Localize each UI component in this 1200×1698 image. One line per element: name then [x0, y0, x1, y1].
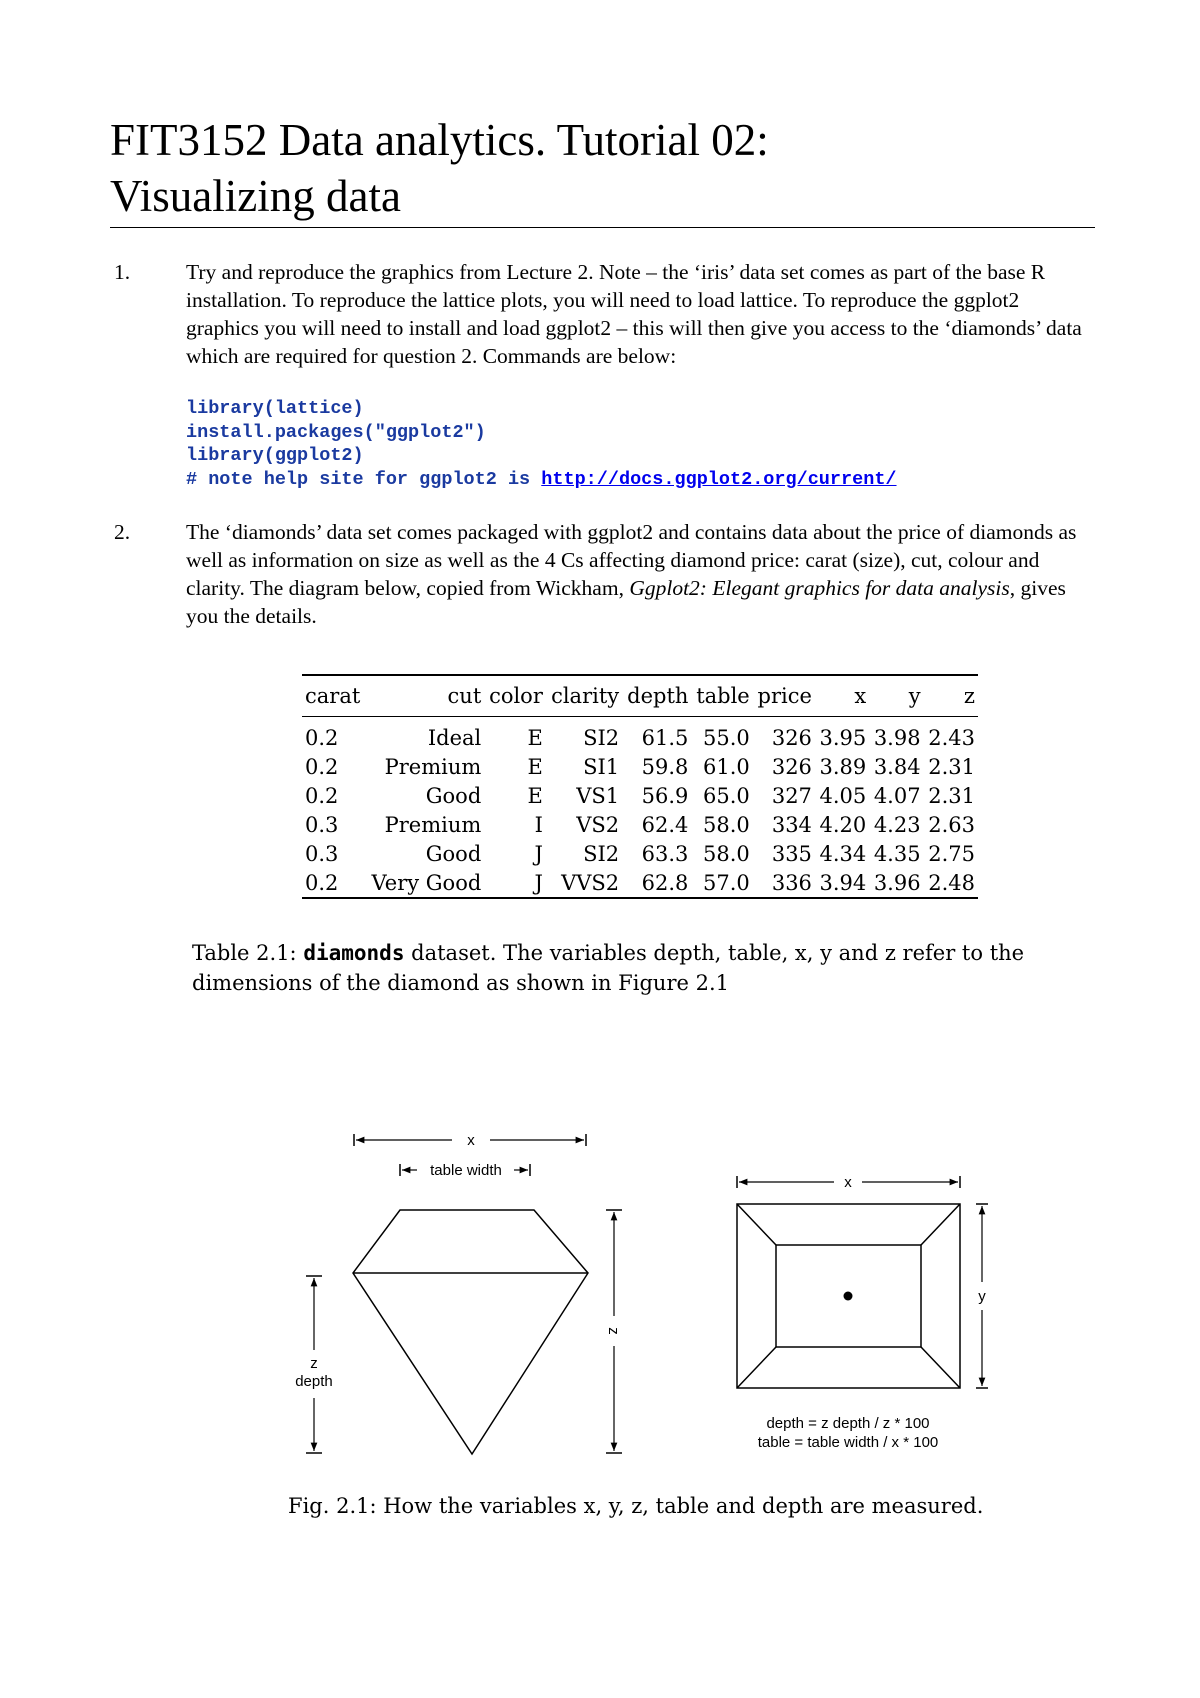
table-row	[302, 752, 978, 781]
cell-clarity: SI2	[583, 725, 620, 750]
column-header-carat: carat	[305, 684, 361, 708]
column-header-z: z	[963, 684, 975, 708]
column-header-price: price	[757, 684, 812, 708]
column-header-color: color	[489, 684, 543, 708]
figure-caption: Fig. 2.1: How the variables x, y, z, table and depth are measured.	[288, 1494, 984, 1518]
cell-depth: 56.9	[641, 783, 689, 808]
question-1	[110, 258, 1095, 370]
cell-price: 334	[771, 812, 812, 837]
question-2-text	[186, 518, 1095, 630]
cell-cut: Premium	[384, 754, 482, 779]
cell-carat: 0.2	[305, 783, 339, 808]
cell-clarity: SI2	[583, 841, 620, 866]
label-table-width: table width	[430, 1162, 502, 1179]
cell-table: 58.0	[702, 841, 750, 866]
cell-x: 3.89	[819, 754, 867, 779]
book-title: Ggplot2: Elegant graphics for data analysis	[629, 576, 1010, 600]
table-row	[302, 781, 978, 810]
top-view	[737, 1174, 988, 1451]
diamonds-table	[302, 674, 978, 899]
code-line-4	[186, 469, 897, 490]
cell-table: 57.0	[702, 870, 750, 895]
cell-table: 58.0	[702, 812, 750, 837]
cell-price: 335	[771, 841, 812, 866]
cell-table: 55.0	[702, 725, 750, 750]
ggplot2-help-link[interactable]: http://docs.ggplot2.org/current/	[541, 468, 897, 490]
column-header-table: table	[696, 684, 750, 708]
cell-color: E	[527, 783, 543, 808]
table-row	[302, 810, 978, 839]
cell-clarity: VVS2	[561, 870, 620, 895]
code-comment: # note help site for ggplot2 is	[186, 468, 542, 490]
cell-depth: 62.8	[641, 870, 689, 895]
formula-table: table = table width / x * 100	[757, 1434, 939, 1451]
cell-table: 61.0	[702, 754, 750, 779]
cell-color: E	[527, 754, 543, 779]
cell-price: 326	[771, 754, 812, 779]
column-header-clarity: clarity	[551, 684, 620, 708]
label-z-depth: z	[310, 1355, 318, 1372]
cell-y: 3.98	[873, 725, 921, 750]
column-header-cut: cut	[447, 684, 482, 708]
question-2	[110, 518, 1095, 630]
column-header-x: x	[854, 684, 867, 708]
cell-z: 2.31	[928, 783, 975, 808]
cell-z: 2.43	[928, 725, 975, 750]
cell-carat: 0.3	[305, 841, 339, 866]
cell-y: 3.84	[873, 754, 921, 779]
cell-carat: 0.2	[305, 754, 339, 779]
label-depth: depth	[295, 1373, 333, 1390]
cell-x: 3.95	[819, 725, 867, 750]
cell-z: 2.48	[928, 870, 975, 895]
table-row	[302, 717, 978, 753]
center-point	[844, 1292, 853, 1301]
question-2-text-start: The ‘diamonds’ data set comes packaged with ggplot2 and contains data about the price of diamonds as well as information on size as well as the 4 Cs affecting diamond price: carat (size), cut, colour and clarity. The diagram below, copied from Wickham,	[186, 520, 1077, 600]
cell-color: J	[534, 841, 543, 866]
label-x-side: x	[467, 1132, 475, 1149]
cell-depth: 59.8	[641, 754, 689, 779]
cell-x: 4.05	[819, 783, 867, 808]
cell-carat: 0.2	[305, 870, 339, 895]
question-2-text-end: , gives you the details.	[186, 576, 1066, 628]
column-header-y: y	[908, 684, 921, 708]
cell-cut: Ideal	[427, 725, 482, 750]
cell-y: 4.23	[873, 812, 921, 837]
cell-cut: Good	[425, 841, 482, 866]
question-2-number: 2.	[114, 520, 131, 544]
cell-depth: 62.4	[641, 812, 689, 837]
cell-cut: Premium	[384, 812, 482, 837]
table-caption-prefix: Table 2.1:	[192, 941, 304, 965]
cell-cut: Good	[425, 783, 482, 808]
cell-color: I	[534, 812, 543, 837]
table-row	[302, 839, 978, 868]
cell-y: 4.35	[873, 841, 921, 866]
code-line-2: install.packages("ggplot2")	[186, 421, 486, 443]
cell-clarity: VS2	[576, 812, 620, 837]
label-x-top: x	[844, 1174, 852, 1191]
cell-y: 3.96	[873, 870, 921, 895]
table-row	[302, 868, 978, 898]
cell-z: 2.31	[928, 754, 975, 779]
cell-color: E	[527, 725, 543, 750]
question-1-text: Try and reproduce the graphics from Lecture 2. Note – the ‘iris’ data set comes as part of the base R installation. To reproduce the lattice plots, you will need to load lattice. To reproduce the ggplot2 graphics you will need to install and load ggplot2 – this will then give you access to the ‘diamonds’ data which are required for question 2. Commands are below:	[186, 260, 1082, 368]
cell-carat: 0.2	[305, 725, 339, 750]
cell-table: 65.0	[702, 783, 750, 808]
page-title	[110, 112, 1095, 224]
code-line-3: library(ggplot2)	[186, 445, 364, 466]
side-view	[295, 1132, 622, 1454]
cell-price: 326	[771, 725, 812, 750]
title-line-1: FIT3152 Data analytics. Tutorial 02:	[110, 115, 769, 165]
table-caption-code: diamonds	[303, 941, 405, 965]
cell-y: 4.07	[873, 783, 921, 808]
formula-depth: depth = z depth / z * 100	[766, 1415, 930, 1432]
cell-carat: 0.3	[305, 812, 339, 837]
cell-cut: Very Good	[371, 870, 482, 895]
cell-clarity: SI1	[583, 754, 620, 779]
column-header-depth: depth	[627, 684, 689, 708]
code-line-1: library(lattice)	[186, 398, 364, 419]
table-header-row	[302, 675, 978, 717]
cell-x: 4.20	[819, 812, 867, 837]
cell-x: 3.94	[819, 870, 867, 895]
cell-depth: 61.5	[641, 725, 689, 750]
table-caption-rest: dataset. The variables depth, table, x, y and z refer to the dimensions of the diamond as shown in Figure 2.1	[192, 941, 1025, 995]
cell-z: 2.63	[928, 812, 975, 837]
label-z-side: z	[605, 1327, 622, 1335]
cell-z: 2.75	[928, 841, 975, 866]
cell-clarity: VS1	[576, 783, 620, 808]
cell-price: 336	[771, 870, 812, 895]
cell-price: 327	[771, 783, 812, 808]
table-caption	[192, 938, 1087, 998]
cell-depth: 63.3	[641, 841, 689, 866]
code-block	[186, 397, 897, 491]
cell-color: J	[534, 870, 543, 895]
cell-x: 4.34	[819, 841, 867, 866]
question-1-number: 1.	[114, 260, 131, 284]
diamond-side-shape	[353, 1210, 588, 1454]
title-divider	[110, 227, 1095, 228]
diamond-measurement-figure	[280, 1110, 986, 1480]
label-y: y	[978, 1288, 986, 1305]
title-line-2: Visualizing data	[110, 171, 401, 221]
